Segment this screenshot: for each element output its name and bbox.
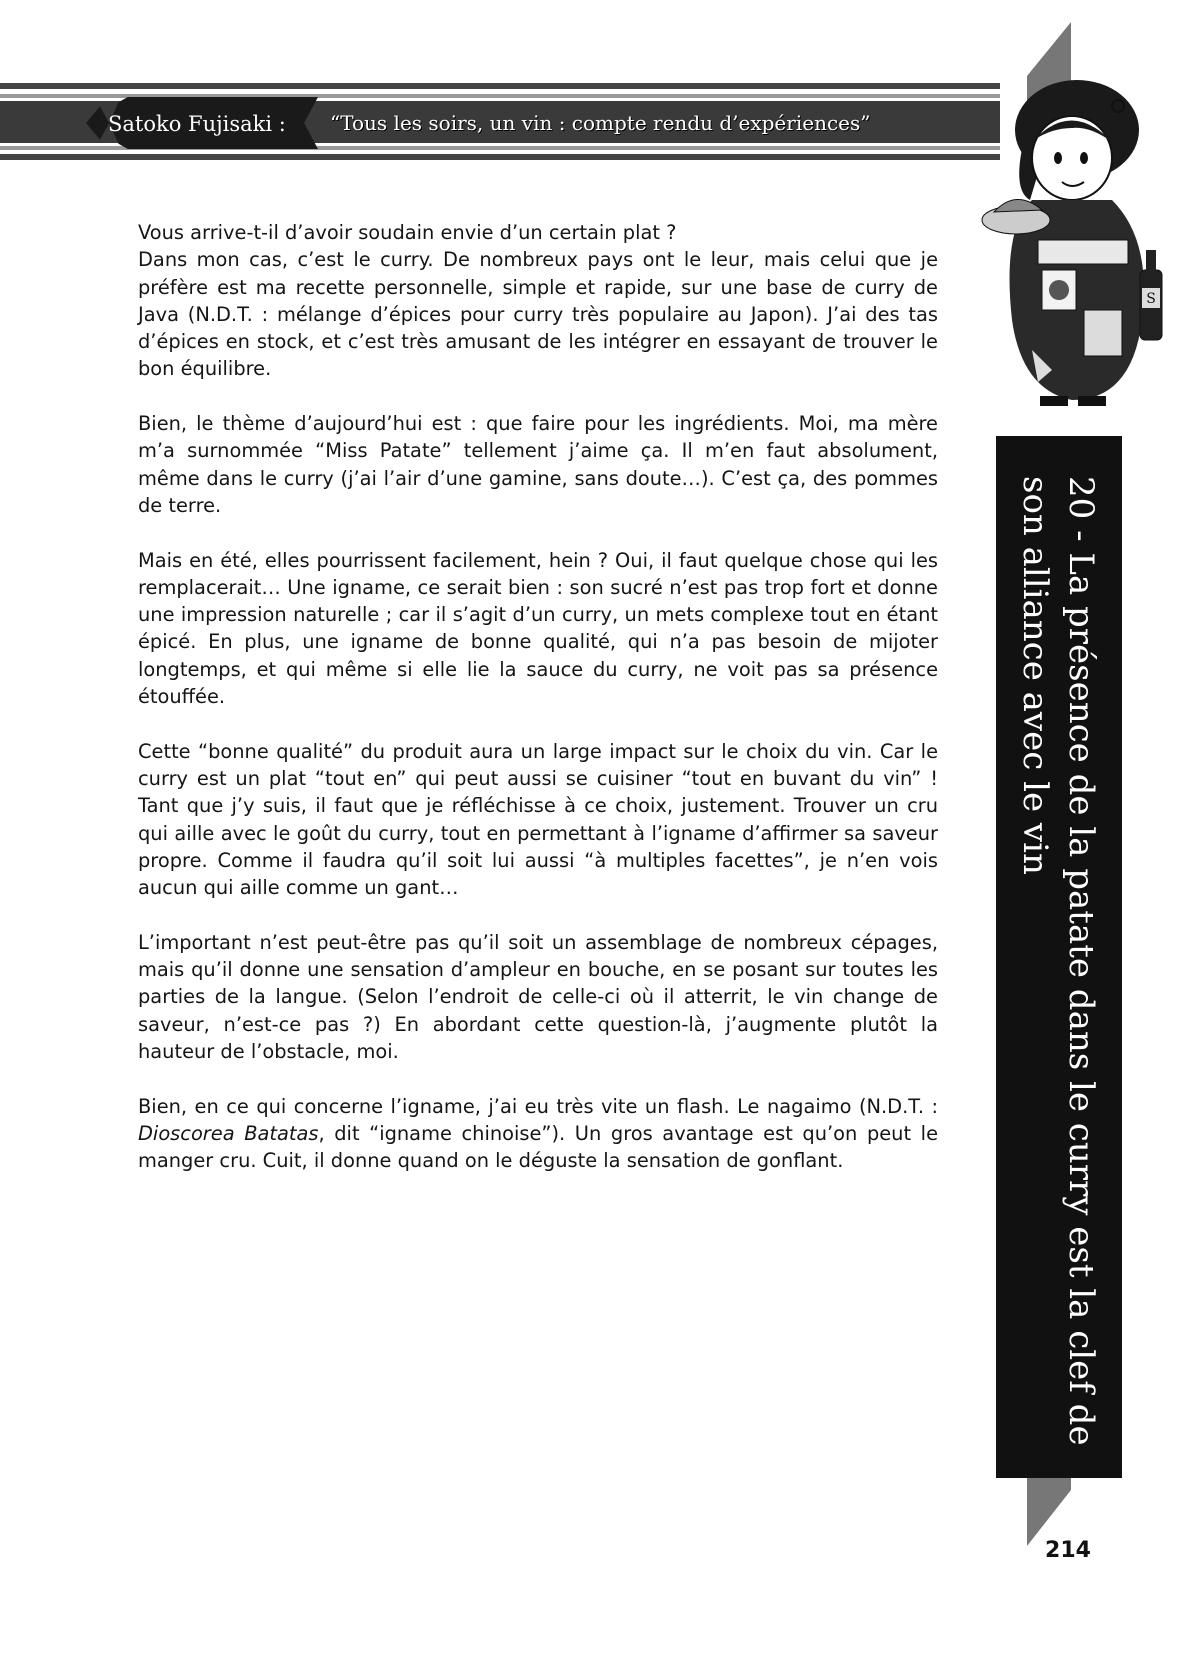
article-paragraph: Mais en été, elles pourrissent facilement, hein ? Oui, il faut quelque chose qui les remplacerait… Une igname, ce serait bien : son sucré n’est pas trop fort et donne une impression naturelle ; car il s’agit d’un curry, un mets complexe tout en étant épicé. En plus, une igname de bonne qualité, qui n’a pas besoin de mijoter longtemps, et qui même si elle lie la sauce du curry, ne voit pas sa présence étouffée. <box>138 548 938 709</box>
article-paragraph: Vous arrive-t-il d’avoir soudain envie d’un certain plat ? <box>138 221 677 244</box>
scientific-name: Dioscorea Batatas <box>138 1121 319 1145</box>
article-paragraph-last <box>138 1093 938 1175</box>
illustrated-woman-with-wine-bottle-icon <box>972 70 1182 416</box>
last-paragraph-end: , dit “igname chinoise”). Un gros avantage est qu’on peut le manger cru. Cuit, il donne quand on le déguste la sensation de gonflant. <box>138 1121 938 1173</box>
article-paragraph: L’important n’est peut-être pas qu’il soit un assemblage de nombreux cépages, mais qu’il donne une sensation d’ampleur en bouche, en se posant sur toutes les parties de la langue. (Selon l’endroit de celle-ci où il atterrit, le vin change de saveur, n’est-ce pas ?) En abordant cette question-là, j’augmente plutôt la hauteur de l’obstacle, moi. <box>138 930 938 1063</box>
last-paragraph-start: Bien, en ce qui concerne l’igname, j’ai eu très vite un flash. Le nagaimo (N.D.T. : <box>138 1094 938 1118</box>
chapter-title: 20 - La présence de la patate dans le curry est la clef de son alliance avec le vin <box>1015 476 1101 1446</box>
header-rule-top <box>0 83 1000 89</box>
article-paragraph: Cette “bonne qualité” du produit aura un large impact sur le choix du vin. Car le curry est un plat “tout en” qui peut aussi se cuisiner “tout en buvant du vin” ! Tant que j’y suis, il faut que je réfléchisse à ce choix, justement. Trouver un cru qui aille avec le goût du curry, tout en permettant à l’igname d’affirmer sa saveur propre. Comme il faudra qu’il soit lui aussi “à multiples facettes”, je n’en vois aucun qui aille comme un gant… <box>138 739 938 900</box>
author-name: Satoko Fujisaki : <box>108 112 286 136</box>
series-title: “Tous les soirs, un vin : compte rendu d’expériences” <box>330 111 871 135</box>
decorative-arrow-bottom <box>1027 1466 1071 1546</box>
header-rule-bottom <box>0 154 1000 160</box>
article-body <box>138 219 938 1202</box>
article-paragraph: Bien, le thème d’aujourd’hui est : que faire pour les ingrédients. Moi, ma mère m’a surnommée “Miss Patate” tellement j’aime ça. Il m’en faut absolument, même dans le curry (j’ai l’air d’une gamine, sans doute…). C’est ça, des pommes de terre. <box>138 412 938 517</box>
article-paragraph: Dans mon cas, c’est le curry. De nombreux pays ont le leur, mais celui que je préfère est ma recette personnelle, simple et rapide, sur une base de curry de Java (N.D.T. : mélange d’épices pour curry très populaire au Japon). J’ai des tas d’épices en stock, et c’est très amusant de les intégrer en essayant de trouver le bon équilibre. <box>138 248 938 381</box>
page-number: 214 <box>1045 1538 1091 1563</box>
svg-text:S: S <box>1146 291 1156 307</box>
